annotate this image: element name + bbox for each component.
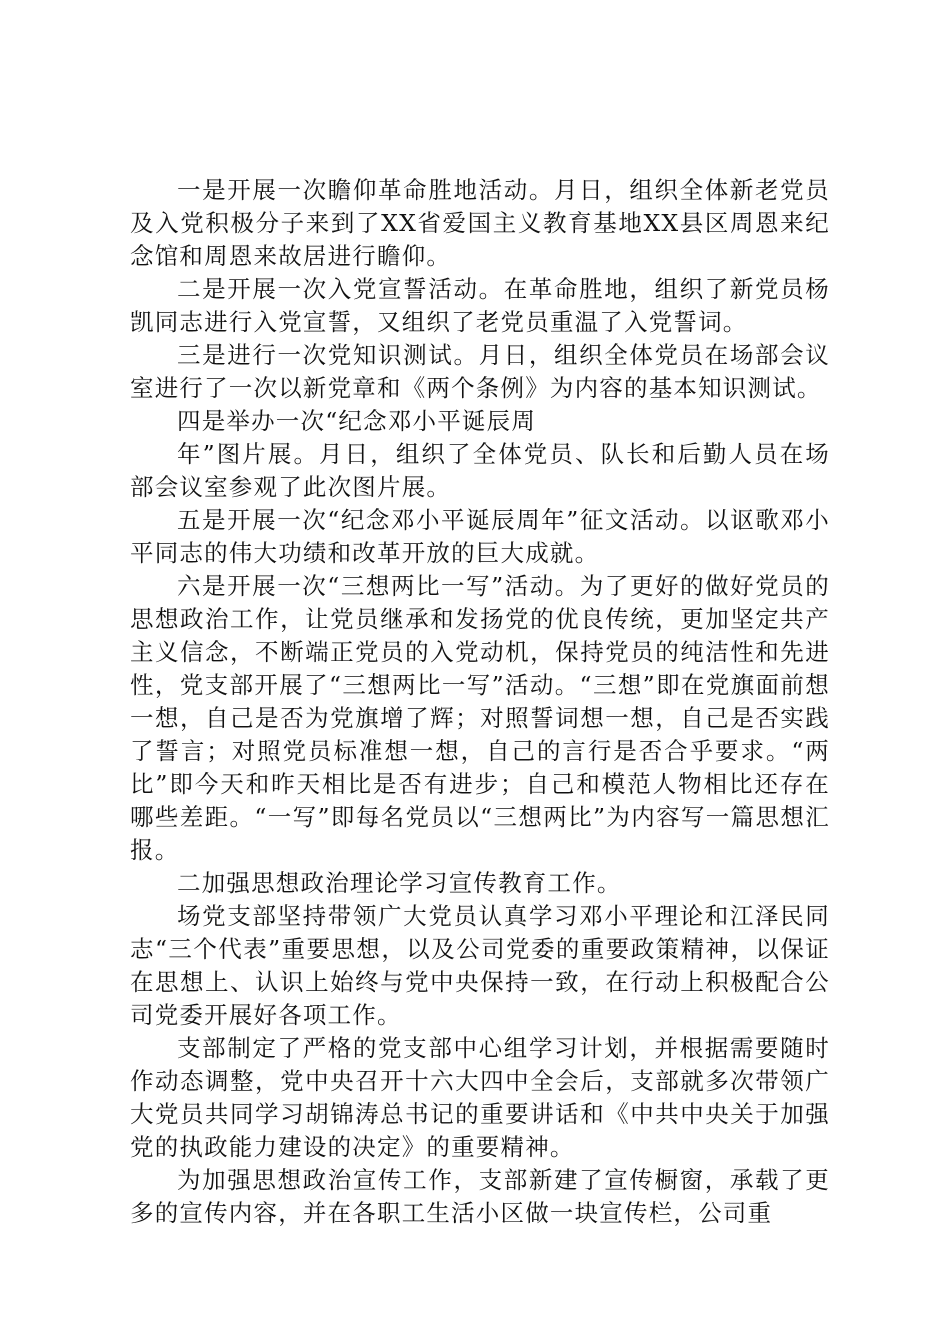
paragraph-activity-1: 一是开展一次瞻仰革命胜地活动。月日，组织全体新老党员及入党积极分子来到了XX省爱国主义教育基地XX县区周恩来纪念馆和周恩来故居进行瞻仰。: [130, 176, 830, 270]
paragraph-study-1: 场党支部坚持带领广大党员认真学习邓小平理论和江泽民同志“三个代表”重要思想，以及公司党委的重要政策精神，以保证在思想上、认识上始终与党中央保持一致，在行动上积极配合公司党委开展好各项工作。: [130, 902, 830, 1029]
paragraph-activity-5: 五是开展一次“纪念邓小平诞辰周年”征文活动。以讴歌邓小平同志的伟大功绩和改革开放的巨大成就。: [130, 506, 830, 567]
document-body: [130, 174, 830, 1230]
section-heading: 二加强思想政治理论学习宣传教育工作。: [177, 869, 622, 897]
paragraph-activity-3: 三是进行一次党知识测试。月日，组织全体党员在场部会议室进行了一次以新党章和《两个条例》为内容的基本知识测试。: [130, 341, 830, 402]
paragraph-activity-2: 二是开展一次入党宣誓活动。在革命胜地，组织了新党员杨凯同志进行入党宣誓，又组织了老党员重温了入党誓词。: [130, 275, 830, 336]
paragraph-study-2: 支部制定了严格的党支部中心组学习计划，并根据需要随时作动态调整，党中央召开十六大四中全会后，支部就多次带领广大党员共同学习胡锦涛总书记的重要讲话和《中共中央关于加强党的执政能力建设的决定》的重要精神。: [130, 1034, 830, 1161]
paragraph-activity-6: 六是开展一次“三想两比一写”活动。为了更好的做好党员的思想政治工作，让党员继承和发扬党的优良传统，更加坚定共产主义信念，不断端正党员的入党动机，保持党员的纯洁性和先进性，党支部开展了“三想两比一写”活动。“三想”即在党旗面前想一想，自己是否为党旗增了辉；对照誓词想一想，自己是否实践了誓言；对照党员标准想一想，自己的言行是否合乎要求。“两比”即今天和昨天相比是否有进步；自己和模范人物相比还存在哪些差距。“一写”即每名党员以“三想两比”为内容写一篇思想汇报。: [130, 572, 830, 864]
paragraph-activity-4-cont: 年”图片展。月日，组织了全体党员、队长和后勤人员在场部会议室参观了此次图片展。: [130, 440, 830, 501]
paragraph-activity-4-start: 四是举办一次“纪念邓小平诞辰周: [177, 407, 537, 435]
paragraph-publicity: 为加强思想政治宣传工作，支部新建了宣传橱窗，承载了更多的宣传内容，并在各职工生活小区做一块宣传栏，公司重: [130, 1166, 830, 1227]
